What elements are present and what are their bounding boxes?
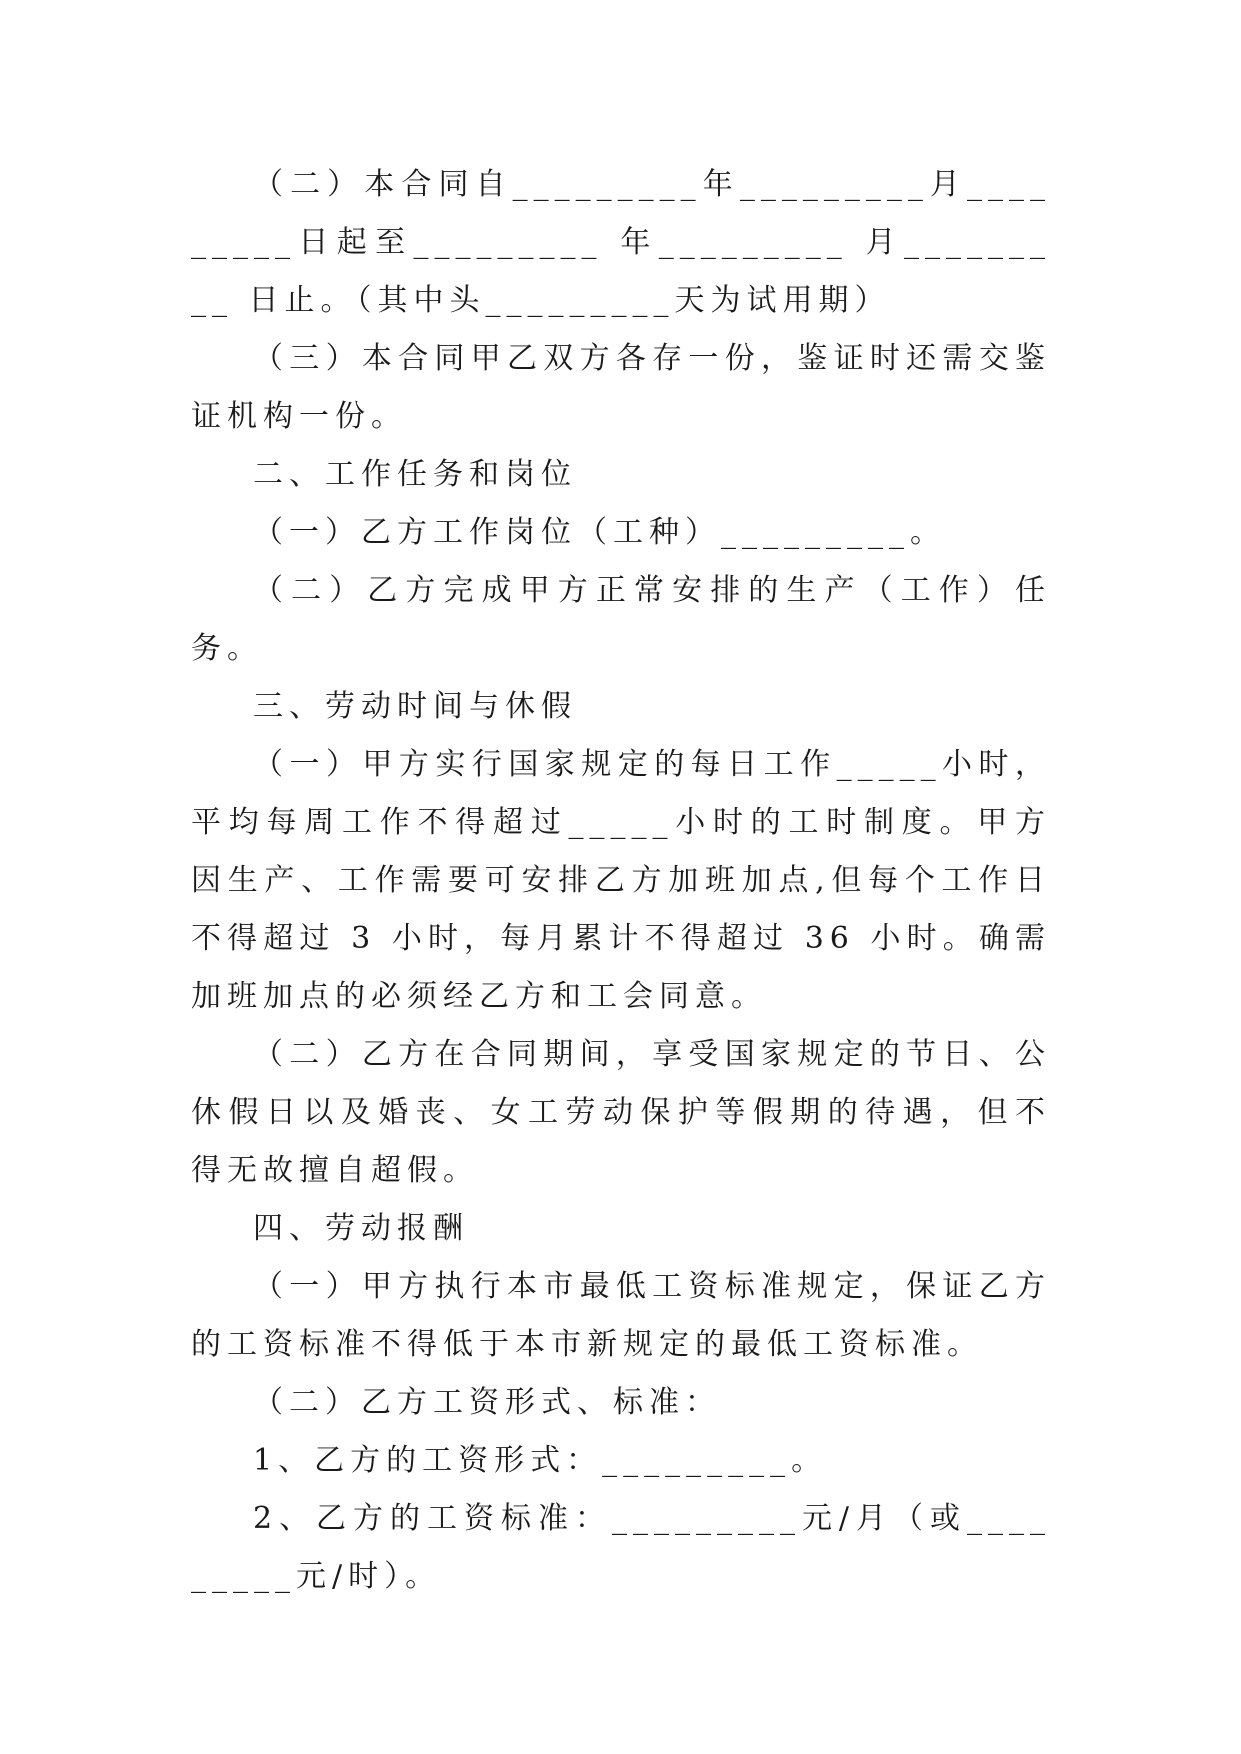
- clause-production-tasks: （二）乙方完成甲方正常安排的生产（工作）任务。: [191, 573, 1051, 666]
- item-wage-form: 1、乙方的工资形式：_________。: [253, 1443, 828, 1478]
- clause-daily-hours: （一）甲方实行国家规定的每日工作_____小时，平均每周工作不得超过_____小时的工时制度。甲方因生产、工作需要可安排乙方加班加点,但每个工作日不得超过 3 小时，每月累计不得超过 36 小时。确需加班加点的必须经乙方和工会同意。: [191, 747, 1051, 1014]
- section-heading-work-tasks: 二、工作任务和岗位: [253, 457, 577, 492]
- contract-body: [191, 156, 1051, 1606]
- section-heading-working-hours: 三、劳动时间与休假: [253, 689, 577, 724]
- clause-job-position: （一）乙方工作岗位（工种）_________。: [253, 515, 946, 550]
- clause-minimum-wage: （一）甲方执行本市最低工资标准规定，保证乙方的工资标准不得低于本市新规定的最低工资标准。: [191, 1269, 1051, 1362]
- clause-contract-copies: （三）本合同甲乙双方各存一份，鉴证时还需交鉴证机构一份。: [191, 341, 1051, 434]
- clause-wage-form-standard: （二）乙方工资形式、标准：: [253, 1385, 721, 1420]
- clause-holidays: （二）乙方在合同期间，享受国家规定的节日、公休假日以及婚丧、女工劳动保护等假期的待遇，但不得无故擅自超假。: [191, 1037, 1051, 1188]
- section-heading-remuneration: 四、劳动报酬: [253, 1211, 469, 1246]
- clause-contract-term: （二）本合同自_________年_________月_________日起至_________ 年_________ 月_________ 日止。（其中头_________天为试用期）: [191, 167, 1051, 318]
- item-wage-standard: 2、乙方的工资标准：_________元/月（或_________元/时）。: [191, 1501, 1051, 1594]
